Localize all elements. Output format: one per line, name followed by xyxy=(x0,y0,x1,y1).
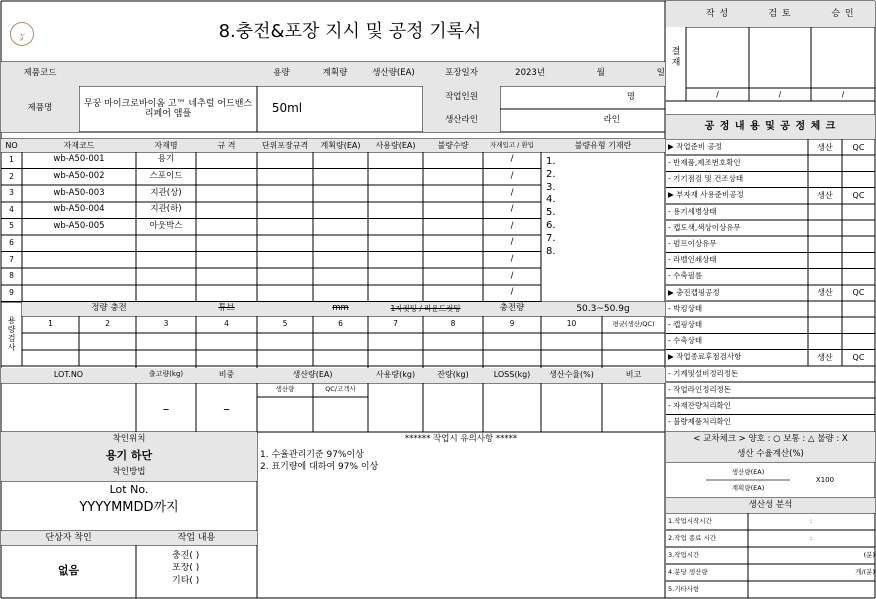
cross-check-legend: < 교차체크 > 양호 : ○ 보통 : △ 불량 : X xyxy=(693,433,848,444)
material-row-name: 스포이드 xyxy=(149,171,183,181)
material-row-no: 1 xyxy=(9,154,14,164)
worker-unit: 명 xyxy=(626,91,635,102)
defect-item: 7. xyxy=(546,233,556,245)
material-row-code xyxy=(22,268,136,285)
lot-header: 생산량(EA) xyxy=(292,369,333,379)
checklist-section: ▶ 부자재 사용준비공정 xyxy=(668,190,744,200)
fill-sample-number: 1 xyxy=(48,319,53,329)
confirm-position-value: 용기 하단 xyxy=(105,449,153,463)
lot-header: LOSS(kg) xyxy=(493,369,531,379)
approval-header: 검 토 xyxy=(768,8,792,19)
defect-item: 2. xyxy=(546,168,556,180)
material-row-no: 5 xyxy=(9,221,14,231)
checklist-item: - 불량제품처리확인 xyxy=(668,417,732,427)
productivity-label: 4.분당 생산량 xyxy=(668,567,708,576)
pack-date-day: 일 xyxy=(656,68,665,79)
productivity-value: 개/(분) xyxy=(855,567,875,576)
material-row-code: wb-A50-004 xyxy=(53,204,105,215)
approval-date-slash: / xyxy=(841,89,845,99)
checklist-section: ▶ 작업종료후점검사항 xyxy=(668,352,742,362)
checklist-item: - 자재잔량처리확인 xyxy=(668,400,732,410)
productivity-value: : xyxy=(809,533,813,542)
checklist-section: ▶ 충진캡핑공정 xyxy=(668,287,720,297)
line-label: 생산라인 xyxy=(445,114,478,125)
page-title: 8.충전&포장 지시 및 공정 기록서 xyxy=(218,20,482,42)
defect-item: 5. xyxy=(546,207,556,219)
material-row-no: 9 xyxy=(9,287,14,297)
notes-title: ****** 작업시 유의사항 ***** xyxy=(404,434,518,445)
confirm-position-label: 착인위치 xyxy=(112,434,146,445)
material-row-name: 용기 xyxy=(157,154,175,165)
productivity-label: 2.작업 종료 시간 xyxy=(668,533,717,542)
material-row-no: 4 xyxy=(9,204,14,214)
process-check-title: 공 정 내 용 및 공 정 체 크 xyxy=(704,121,837,133)
productivity-label: 3.작업시간 xyxy=(668,550,700,559)
fill-sample-number: 10 xyxy=(566,319,577,329)
defect-item: 3. xyxy=(546,181,556,193)
pack-date-year: 2023년 xyxy=(515,68,545,79)
note-item: 2. 표기량에 대하여 97% 이상 xyxy=(260,461,379,472)
material-row-code: wb-A50-003 xyxy=(53,187,105,198)
materials-header: 불량수량 xyxy=(437,140,469,150)
worker-label: 작업인원 xyxy=(445,91,478,102)
yield-numerator: 생산량(EA) xyxy=(731,467,765,476)
fill-sample-number: 5 xyxy=(282,319,288,329)
material-row-slash: / xyxy=(510,154,514,165)
precise-fill-label: 정량 충전 xyxy=(91,303,127,314)
checklist-item: - 박킹상태 xyxy=(668,303,703,313)
lot-header: 비중 xyxy=(218,369,235,379)
material-row-slash: / xyxy=(510,254,514,264)
fill-sample-number: 4 xyxy=(224,319,229,329)
material-row-no: 3 xyxy=(9,188,14,198)
checklist-section: ▶ 작업준비 공정 xyxy=(668,141,723,151)
yield-denominator: 계획량(EA) xyxy=(731,483,765,492)
materials-header: 불량유형 기재란 xyxy=(574,140,632,150)
checklist-item: - 용기세병상태 xyxy=(668,206,717,216)
work-content-item: 기타( ) xyxy=(172,575,200,586)
lot-header: 잔량(kg) xyxy=(437,369,469,379)
product-name-value: 무꿍 마이크로바이옴 고™ 네추럴 어드밴스 리페어 앰플 xyxy=(83,98,253,119)
productivity-value: : xyxy=(809,516,813,525)
checklist-col-qc: QC xyxy=(852,353,865,363)
material-row-slash: / xyxy=(510,204,514,215)
fill-sample-number: 3 xyxy=(163,319,169,329)
lot-sub-output: 생산량 xyxy=(275,385,295,394)
approval-side-label: 결 재 xyxy=(671,47,681,68)
lot-header: 생산수율(%) xyxy=(549,369,594,379)
lot-header: LOT.NO xyxy=(53,369,84,379)
materials-header: 자재명 xyxy=(154,140,178,150)
fill-sample-number: 7 xyxy=(393,319,398,329)
checklist-col-qc: QC xyxy=(852,288,865,298)
checklist-col-production: 생산 xyxy=(817,288,833,298)
fill-side-label: 용량검사 xyxy=(7,316,17,352)
material-row-slash: / xyxy=(510,237,514,248)
checklist-col-production: 생산 xyxy=(817,142,833,152)
checklist-item: - 반제품,제조번호확인 xyxy=(668,157,741,167)
material-row-slash: / xyxy=(510,171,514,181)
material-row-code: wb-A50-001 xyxy=(53,154,105,165)
material-row-name: 지관(하) xyxy=(150,204,182,215)
defect-item: 4. xyxy=(546,194,556,206)
material-row-slash: / xyxy=(510,220,514,231)
pack-date-label: 포장일자 xyxy=(445,68,478,79)
fill-amount-label: 충전량 xyxy=(499,303,525,314)
checklist-col-production: 생산 xyxy=(817,191,833,201)
approval-date-slash: / xyxy=(716,89,719,99)
material-row-name xyxy=(136,235,196,252)
unit-check-label: 단상자 착인 xyxy=(45,532,92,543)
materials-header: 자재코드 xyxy=(63,140,95,150)
confirm-method-line2: YYYYMMDD까지 xyxy=(79,499,179,515)
materials-header: 단위포장규격 xyxy=(261,140,309,150)
fill-sample-number: 8 xyxy=(450,319,456,329)
materials-header: 사용량(EA) xyxy=(375,140,416,150)
checklist-item: - 작업라인정리정돈 xyxy=(668,384,732,394)
line-unit: 라인 xyxy=(603,114,620,125)
work-content-item: 포장( ) xyxy=(172,563,200,574)
yield-factor: X100 xyxy=(815,475,835,484)
material-row-no: 8 xyxy=(9,271,14,281)
tube-label: 튜브 xyxy=(218,303,235,314)
fill-sample-number: 6 xyxy=(338,319,343,329)
checklist-col-qc: QC xyxy=(852,142,865,152)
lot-issue-dash: – xyxy=(162,401,170,417)
defect-item: 8. xyxy=(546,246,556,258)
checklist-item: - 수축필름 xyxy=(668,271,703,281)
material-row-code xyxy=(22,285,136,302)
checklist-item: - 기기점검 및 건조상태 xyxy=(668,174,744,184)
mm-label: mm xyxy=(332,303,349,314)
materials-header: 자재입고 / 환입 xyxy=(490,140,534,149)
checklist-item: - 수축상태 xyxy=(668,336,703,346)
material-row-name xyxy=(136,252,196,269)
work-content-label: 작업 내용 xyxy=(177,532,216,543)
product-code-label: 제품코드 xyxy=(23,68,57,79)
fill-amount-value: 50.3~50.9g xyxy=(576,303,630,314)
material-row-code xyxy=(22,235,136,252)
checklist-col-production: 생산 xyxy=(817,353,833,363)
checklist-item: - 펌프이상유무 xyxy=(668,238,717,248)
productivity-label: 5.기타사항 xyxy=(668,584,700,593)
yield-calc-title: 생산 수율계산(%) xyxy=(737,448,804,459)
fill-average-label: 평균(생산/QC) xyxy=(612,319,655,328)
checklist-col-qc: QC xyxy=(852,191,865,201)
productivity-title: 생산성 분석 xyxy=(748,499,793,510)
note-item: 1. 수율관리기준 97%이상 xyxy=(260,449,364,460)
materials-header: NO xyxy=(5,140,18,150)
defect-item: 1. xyxy=(546,155,556,167)
company-logo-icon: 𝓏 xyxy=(10,22,34,46)
lot-gravity-dash: – xyxy=(223,401,230,417)
lot-header: 비고 xyxy=(625,369,642,379)
material-row-slash: / xyxy=(510,287,514,298)
defect-item: 6. xyxy=(546,220,556,232)
material-row-no: 7 xyxy=(9,254,14,264)
lot-header: 사용량(kg) xyxy=(375,369,416,379)
material-row-no: 2 xyxy=(9,171,14,181)
product-name-label: 제품명 xyxy=(27,103,53,114)
checklist-item: - 캡핑상태 xyxy=(668,319,703,329)
planned-label: 계획량 xyxy=(322,68,348,79)
lot-header: 출고량(kg) xyxy=(148,370,184,379)
fill-sample-number: 9 xyxy=(509,319,515,329)
materials-header: 계획량(EA) xyxy=(320,140,361,150)
approval-header: 승 인 xyxy=(831,8,855,19)
material-row-code: wb-A50-005 xyxy=(53,220,105,231)
material-row-name xyxy=(136,285,196,302)
confirm-method-label: 착인방법 xyxy=(112,467,146,478)
checklist-item: - 라벨인쇄상태 xyxy=(668,255,717,265)
capacity-label: 용량 xyxy=(273,68,290,79)
cutting-label: 1자컷팅 / 라운드컷팅 xyxy=(390,303,461,313)
material-row-code: wb-A50-002 xyxy=(53,171,105,181)
material-row-name xyxy=(136,268,196,285)
material-row-name: 지관(상) xyxy=(150,187,182,198)
unit-check-value: 없음 xyxy=(57,564,80,578)
materials-header: 규 격 xyxy=(217,140,236,150)
approval-date-slash: / xyxy=(778,89,782,99)
work-content-item: 충진( ) xyxy=(172,550,200,561)
productivity-value xyxy=(748,581,876,598)
material-row-slash: / xyxy=(510,270,514,281)
material-row-slash: / xyxy=(510,187,514,198)
material-row-code xyxy=(22,252,136,269)
productivity-label: 1.작업시작시간 xyxy=(668,516,712,525)
output-label: 생산량(EA) xyxy=(372,68,415,79)
approval-header: 작 성 xyxy=(705,8,730,19)
material-row-name: 아웃박스 xyxy=(149,220,183,231)
checklist-item: - 캡도색,색상이상유무 xyxy=(668,222,741,232)
confirm-method-line1: Lot No. xyxy=(109,483,149,496)
material-row-no: 6 xyxy=(9,237,14,247)
lot-sub-qc: QC/고객사 xyxy=(325,385,356,394)
fill-sample-number: 2 xyxy=(105,319,110,329)
checklist-item: - 기계및설비정리정돈 xyxy=(668,368,739,378)
productivity-value: (분) xyxy=(863,550,875,559)
capacity-value: 50ml xyxy=(271,101,303,116)
pack-date-month: 월 xyxy=(596,68,605,79)
